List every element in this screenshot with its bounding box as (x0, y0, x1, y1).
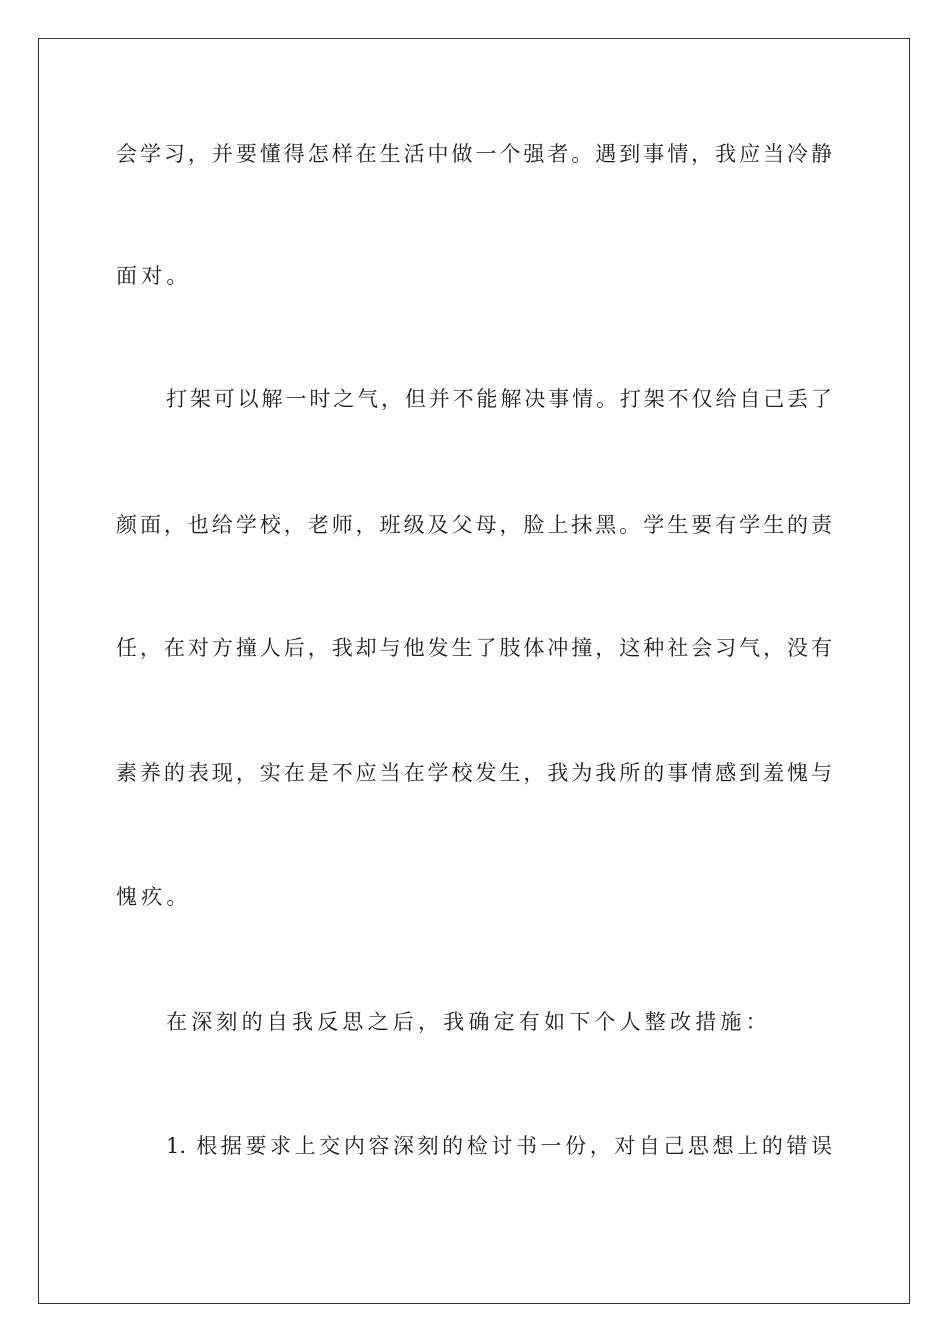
paragraph-line-1: 会学习，并要懂得怎样在生活中做一个强者。遇到事情，我应当冷静 (116, 142, 832, 166)
paragraph-line-3: 打架可以解一时之气，但并不能解决事情。打架不仅给自己丢了 (166, 387, 832, 411)
paragraph-line-7: 愧疚。 (116, 885, 192, 909)
paragraph-line-4: 颜面，也给学校，老师，班级及父母，脸上抹黑。学生要有学生的责 (116, 513, 832, 537)
paragraph-line-6: 素养的表现，实在是不应当在学校发生，我为我所的事情感到羞愧与 (116, 761, 832, 785)
paragraph-line-5: 任，在对方撞人后，我却与他发生了肢体冲撞，这种社会习气，没有 (116, 636, 832, 660)
paragraph-line-2: 面对。 (116, 264, 192, 288)
page-border (38, 38, 910, 1304)
paragraph-line-8: 在深刻的自我反思之后，我确定有如下个人整改措施： (166, 1010, 771, 1034)
list-item-1: 1. 根据要求上交内容深刻的检讨书一份，对自己思想上的错误 (166, 1134, 832, 1158)
